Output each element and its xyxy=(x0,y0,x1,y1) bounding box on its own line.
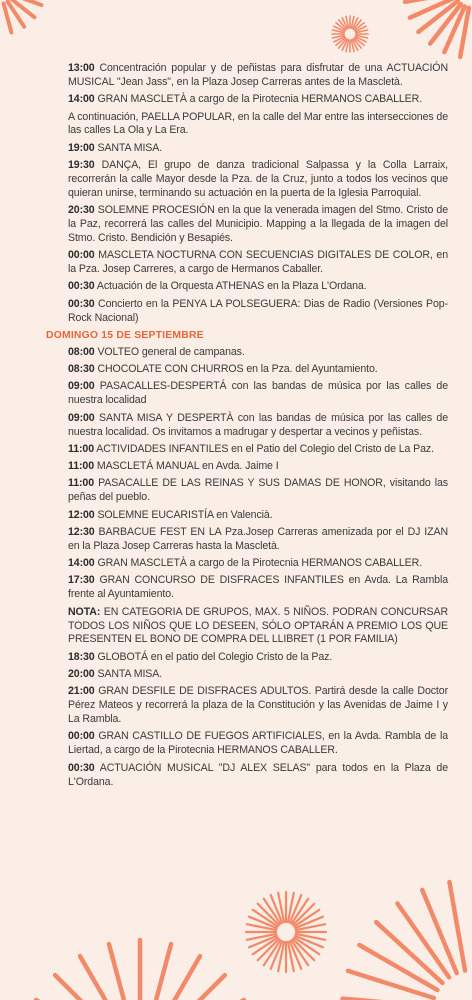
event-entry xyxy=(68,651,448,665)
event-time: 00:00 xyxy=(68,249,95,262)
rays-corner-top-left-icon xyxy=(4,0,42,33)
ray xyxy=(460,8,469,57)
ray xyxy=(160,956,200,1000)
ray xyxy=(351,40,354,52)
event-entry xyxy=(68,249,448,277)
event-entry xyxy=(68,443,448,457)
event-description: GRAN DESFILE DE DISFRACES ADULTOS. Partirá desde la calle Doctor Pérez Mateos y recorrerá la plaza de la Constitución y las Avenidas de Jaime I y La Rambla. xyxy=(68,685,448,726)
event-time: 17:30 xyxy=(68,574,95,587)
ray xyxy=(109,944,130,1000)
ray xyxy=(334,37,345,42)
event-entry xyxy=(68,159,448,201)
ray xyxy=(290,895,301,923)
ray xyxy=(397,904,449,978)
ray xyxy=(294,938,319,955)
ray xyxy=(288,942,294,971)
program-schedule xyxy=(46,62,449,793)
event-time: 12:30 xyxy=(68,525,95,538)
event-time: 00:00 xyxy=(68,730,95,743)
ray xyxy=(356,35,368,38)
event-description: Concierto en la PENYA LA POLSEGUERA: Dias de Radio (Versiones Pop-Rock Nacional) xyxy=(68,297,449,324)
event-description: ACTIVIDADES INFANTILES en el Patio del Colegio del Cristo de La Paz. xyxy=(96,442,434,455)
ray xyxy=(271,895,282,923)
saturday-events xyxy=(68,62,448,326)
ray xyxy=(249,936,277,947)
ray xyxy=(355,26,366,31)
event-entry xyxy=(68,668,448,682)
event-entry xyxy=(68,477,448,505)
ray xyxy=(290,941,301,969)
event-description: A continuación, PAELLA POPULAR, en la calle del Mar entre las intersecciones de las calles La Ola y La Era. xyxy=(68,110,448,137)
rays-corner-bottom-right-icon xyxy=(342,882,465,1000)
sunburst-top-right-icon xyxy=(332,16,368,52)
event-description: Concentración popular y de peñistas para disfrutar de una ACTUACIÓN MUSICAL "Jean Jass", en la Plaza Josep Carreras antes de la Mascletà. xyxy=(68,62,448,88)
event-time: 11:00 xyxy=(68,477,95,490)
ray xyxy=(346,40,349,52)
ray xyxy=(80,956,120,1000)
ray xyxy=(355,23,364,30)
ray xyxy=(253,910,278,927)
ray xyxy=(336,38,345,45)
event-entry xyxy=(68,142,448,156)
ray xyxy=(353,18,358,29)
ray xyxy=(271,941,282,969)
event-time: 19:00 xyxy=(68,141,95,154)
event-entry xyxy=(68,380,448,408)
ray xyxy=(13,0,41,5)
event-entry xyxy=(68,111,448,139)
event-entry xyxy=(68,93,448,107)
event-entry xyxy=(68,574,448,602)
ray xyxy=(351,16,354,28)
event-description: GRAN CASTILLO DE FUEGOS ARTIFICIALES, en la Avda. Rambla de la Liertad, a cargo de la Pirotecnia HERMANOS CABALLER. xyxy=(68,730,449,757)
ray xyxy=(353,39,358,50)
ray xyxy=(418,1,457,32)
ray xyxy=(168,975,225,1000)
event-time: 19:30 xyxy=(68,159,95,171)
ray xyxy=(264,899,281,924)
ray xyxy=(346,16,349,28)
event-time: 08:30 xyxy=(68,363,95,376)
ray xyxy=(354,20,361,29)
ray xyxy=(449,882,465,971)
event-entry xyxy=(68,204,448,246)
ray xyxy=(278,893,284,922)
event-entry xyxy=(68,730,448,758)
ray xyxy=(292,899,309,924)
event-description: SOLEMNE EUCARISTÍA en Valencià. xyxy=(97,508,273,521)
ray xyxy=(264,940,281,965)
ray xyxy=(339,20,346,29)
event-time: 14:00 xyxy=(68,93,95,106)
ray xyxy=(253,938,278,955)
event-entry xyxy=(68,685,448,727)
event-description: GRAN MASCLETÀ a cargo de la Pirotecnia HERMANOS CABALLER. xyxy=(97,557,423,570)
sunday-events xyxy=(68,346,448,790)
ray xyxy=(342,18,347,29)
event-entry xyxy=(68,460,448,474)
event-time: 14:00 xyxy=(68,557,95,570)
event-description: Actuación de la Orquesta ATHENAS en la Plaza L'Ordana. xyxy=(96,280,367,293)
ray xyxy=(422,890,456,973)
event-entry xyxy=(68,412,448,440)
event-time: 00:30 xyxy=(68,761,95,774)
ray xyxy=(334,26,345,31)
event-time: 11:00 xyxy=(68,460,95,473)
ray xyxy=(294,910,319,927)
ray xyxy=(150,944,171,1000)
event-description: SANTA MISA. xyxy=(97,141,163,154)
event-time: 08:00 xyxy=(68,345,95,358)
ray xyxy=(405,0,454,2)
ray xyxy=(336,23,345,30)
event-description: ACTUACIÓN MUSICAL "DJ ALEX SELAS" para todos en la Plaza de L'Ordana. xyxy=(68,761,448,788)
ray xyxy=(55,975,112,1000)
event-entry xyxy=(68,526,448,554)
event-time: NOTA: xyxy=(68,605,101,618)
ray xyxy=(293,904,314,925)
event-time: 12:00 xyxy=(68,508,95,521)
ray xyxy=(332,30,344,33)
event-description: BARBACUE FEST EN LA Pza.Josep Carreras amenizada por el DJ IZAN en la Plaza Josep Carreras hasta la Mascletà. xyxy=(68,525,448,552)
event-description: MASCLETA NOCTURNA CON SECUENCIAS DIGITALES DE COLOR, en la Pza. Josep Carreres, a cargo de Hermanos Caballer. xyxy=(68,249,448,276)
event-entry xyxy=(68,298,448,326)
ray xyxy=(258,904,279,925)
ray xyxy=(288,893,294,922)
ray xyxy=(278,942,284,971)
ray xyxy=(332,35,344,38)
event-description: SOLEMNE PROCESIÓN en la que la venerada imagen del Stmo. Cristo de la Paz, recorrerá las calles del Municipio. Mapping a la llegada de la imagen del Stmo. Cristo. Bendición y Besapiés. xyxy=(68,204,449,244)
event-time: 00:30 xyxy=(68,280,95,293)
event-time: 00:30 xyxy=(68,297,95,310)
ray xyxy=(249,917,277,928)
event-description: VOLTEO general de campanas. xyxy=(97,345,245,358)
event-description: GRAN CONCURSO DE DISFRACES INFANTILES en Avda. La Rambla frente al Ayuntamiento. xyxy=(68,574,449,601)
ray xyxy=(293,939,314,960)
event-description: GLOBOTÁ en el patio del Colegio Cristo de la Paz. xyxy=(97,650,333,663)
ray xyxy=(342,39,347,50)
sunburst-bottom-left-icon xyxy=(24,940,256,1000)
event-entry xyxy=(68,509,448,523)
ray xyxy=(430,4,461,43)
event-entry xyxy=(68,762,448,790)
event-entry xyxy=(68,62,448,90)
ray xyxy=(376,922,442,983)
ray xyxy=(11,0,35,17)
event-time: 09:00 xyxy=(68,411,95,424)
event-entry xyxy=(68,280,448,294)
event-time: 11:00 xyxy=(68,442,95,455)
ray xyxy=(339,39,346,48)
ray xyxy=(292,940,309,965)
event-entry xyxy=(68,557,448,571)
event-entry xyxy=(68,346,448,360)
ray xyxy=(8,2,24,27)
ray xyxy=(295,917,323,928)
event-time: 18:30 xyxy=(68,650,95,663)
ray xyxy=(359,945,437,990)
event-time: 21:00 xyxy=(68,685,95,698)
event-description: MASCLETÁ MANUAL en Avda. Jaime I xyxy=(96,460,279,473)
ray xyxy=(258,939,279,960)
event-time: 20:00 xyxy=(68,668,95,681)
ray xyxy=(355,37,366,42)
sunburst-bottom-center-icon xyxy=(246,892,326,972)
rays-corner-top-right-icon xyxy=(405,0,469,57)
day-heading: DOMINGO 15 DE SEPTIEMBRE xyxy=(46,329,204,341)
ray xyxy=(295,936,323,947)
event-description: EN CATEGORIA DE GRUPOS, MAX. 5 NIÑOS. PODRAN CONCURSAR TODOS LOS NIÑOS QUE LO DESEEN, SÓLO OPTARÁN A PREMIO LOS QUE PRESENTEN EL BONO DE COMPRA DEL LLIBRET (1 POR FAMILIA) xyxy=(68,605,449,646)
event-entry xyxy=(68,363,448,377)
event-time: 09:00 xyxy=(68,380,95,393)
event-description: SANTA MISA. xyxy=(97,668,163,681)
event-description: CHOCOLATE CON CHURROS en la Pza. del Ayuntamiento. xyxy=(97,363,378,376)
ray xyxy=(356,30,368,33)
event-time: 20:30 xyxy=(68,204,95,217)
ray xyxy=(410,0,456,18)
ray xyxy=(354,39,361,48)
ray xyxy=(247,924,276,930)
ray xyxy=(348,971,434,998)
event-entry xyxy=(68,606,448,648)
event-description: PASACALLES-DESPERTÁ con las bandas de música por las calles de nuestra localidad xyxy=(68,380,448,407)
ray xyxy=(4,4,12,33)
ray xyxy=(296,934,325,940)
ray xyxy=(444,6,464,52)
event-description: PASACALLE DE LAS REINAS Y SUS DAMAS DE HONOR, visitando las peñas del pueblo. xyxy=(68,477,449,504)
event-description: SANTA MISA Y DESPERTÀ con las bandas de música por las calles de nuestra localidad. Os invitamos a madrugar y despertar a vecinos y peñistas. xyxy=(68,411,449,438)
event-time: 13:00 xyxy=(68,62,95,74)
ray xyxy=(247,934,276,940)
ray xyxy=(355,38,364,45)
event-description: DANÇA, El grupo de danza tradicional Salpassa y la Colla Larraix, recorrerán la calle Mayor desde la Pza. de la Cruz, junto a todos los vecinos que quieran unirse, terminando su actuación en la puerta de la Iglesia Parroquial. xyxy=(68,159,448,199)
ray xyxy=(296,924,325,930)
event-description: GRAN MASCLETÀ a cargo de la Pirotecnia HERMANOS CABALLER. xyxy=(97,93,423,106)
